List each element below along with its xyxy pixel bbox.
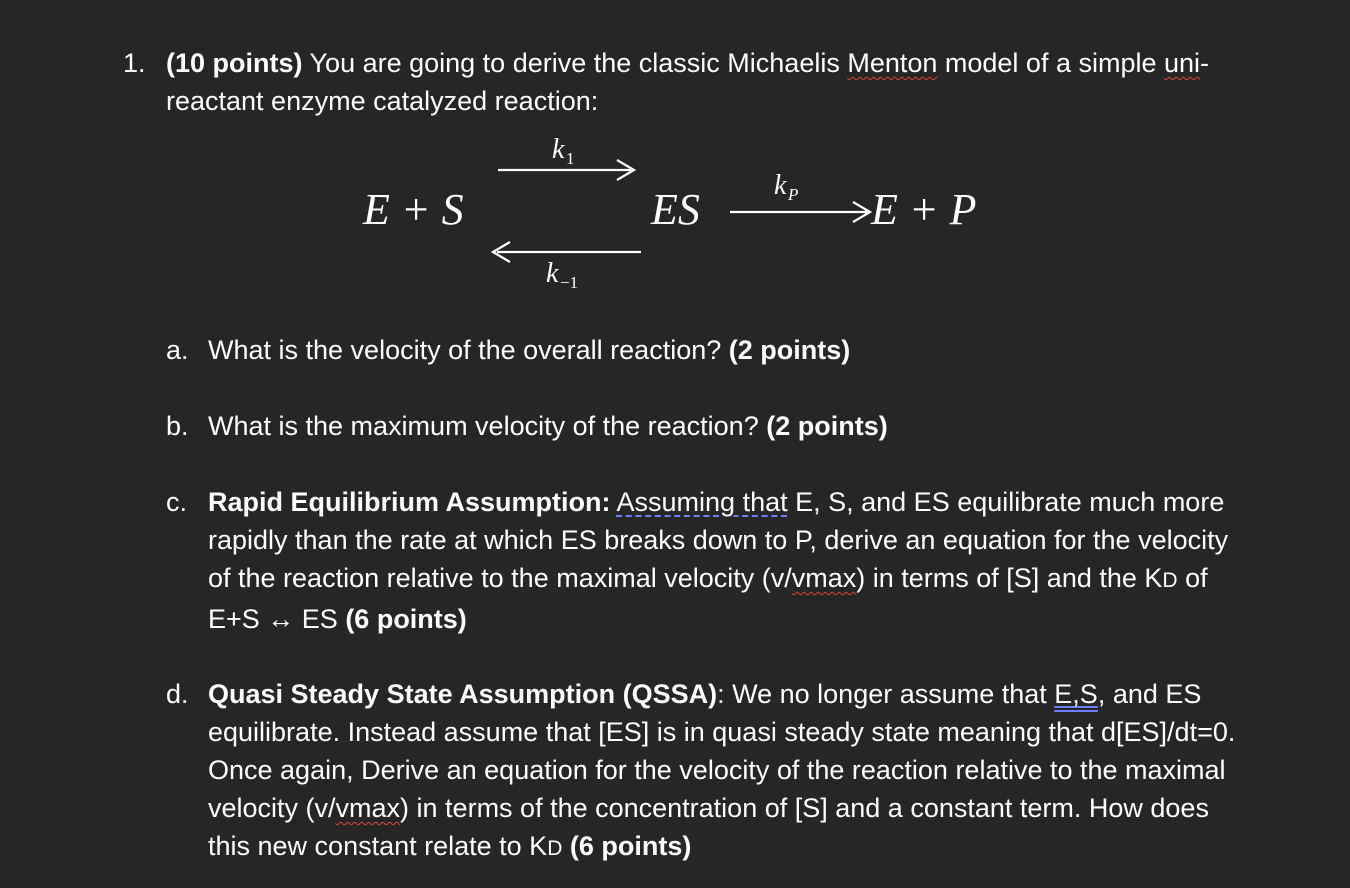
part-d (166, 675, 1246, 868)
k-product-label: k (774, 170, 787, 201)
reverse-arrow (493, 242, 641, 262)
part-c-letter: c. (166, 487, 188, 517)
question-number: 1. (123, 48, 146, 78)
question-intro-part2: model of a simple (937, 48, 1164, 78)
part-a-question: What is the velocity of the overall reaction? (208, 335, 729, 365)
grammar-suggestion-es[interactable]: E,S (1054, 679, 1098, 709)
k-forward-label: k (552, 134, 565, 165)
k-product-subscript: P (788, 185, 799, 204)
spellcheck-uni[interactable]: uni (1164, 48, 1201, 78)
equation-complex: ES (651, 185, 700, 234)
question-1 (123, 44, 1243, 120)
part-c (166, 483, 1246, 638)
part-a-points: (2 points) (728, 335, 851, 365)
part-d-body-3: ) in terms of the concentration of [S] and a constant term. How does this new constant relate to K (208, 793, 1209, 861)
question-1-text (166, 44, 1243, 120)
kd-subscript: D (547, 837, 563, 860)
question-intro-part3: -reactant enzyme catalyzed reaction: (166, 48, 1210, 116)
part-c-body-1: E, S, and ES equilibrate much more rapidly than the rate at which ES breaks down to P, derive an equation for the velocity of the reaction relative to the maximal velocity (v/ (208, 487, 1229, 593)
part-d-letter: d. (166, 679, 189, 709)
part-d-body-4 (562, 831, 570, 861)
reaction-equation (355, 128, 1035, 308)
part-c-points: (6 points) (345, 604, 467, 634)
spellcheck-menton[interactable]: Menton (847, 48, 938, 78)
part-b (166, 407, 1246, 445)
k-forward-subscript: 1 (566, 149, 575, 168)
part-c-heading: Rapid Equilibrium Assumption: (208, 487, 611, 517)
part-c-body-2: ) in terms of [S] and the K (856, 563, 1163, 593)
k-reverse-subscript: −1 (560, 273, 579, 292)
part-d-points: (6 points) (569, 831, 692, 861)
equation-reactants: E + S (363, 185, 464, 234)
part-c-text (208, 483, 1246, 638)
part-a-letter: a. (166, 335, 189, 365)
part-a (166, 331, 1246, 369)
part-b-question: What is the maximum velocity of the reaction? (208, 411, 767, 441)
part-a-text (208, 331, 1246, 369)
question-points: (10 points) (166, 48, 303, 78)
part-d-body-2: , and ES equilibrate. Instead assume that [ES] is in quasi steady state meaning that d[ES]/dt=0. Once again, Derive an equation for the velocity of the reaction relative to the maximal velocity (v/ (208, 679, 1236, 823)
k-reverse-label: k (546, 258, 559, 289)
product-arrow (730, 202, 870, 222)
part-c-body-3: of E+S ↔ ES (208, 563, 1208, 634)
spellcheck-vmax[interactable]: vmax (791, 563, 857, 593)
kd-subscript: D (1162, 569, 1178, 592)
spellcheck-vmax[interactable]: vmax (335, 793, 401, 823)
part-d-text (208, 675, 1246, 868)
part-d-heading: Quasi Steady State Assumption (QSSA) (208, 679, 718, 709)
part-b-text (208, 407, 1246, 445)
part-b-letter: b. (166, 411, 189, 441)
reaction-equation-svg (355, 128, 1035, 308)
grammar-suggestion-assuming[interactable]: Assuming that (616, 487, 788, 517)
part-d-body-1: : We no longer assume that (717, 679, 1055, 709)
question-intro-part1: You are going to derive the classic Michaelis (302, 48, 848, 78)
equation-products: E + P (871, 185, 977, 234)
part-b-points: (2 points) (766, 411, 888, 441)
